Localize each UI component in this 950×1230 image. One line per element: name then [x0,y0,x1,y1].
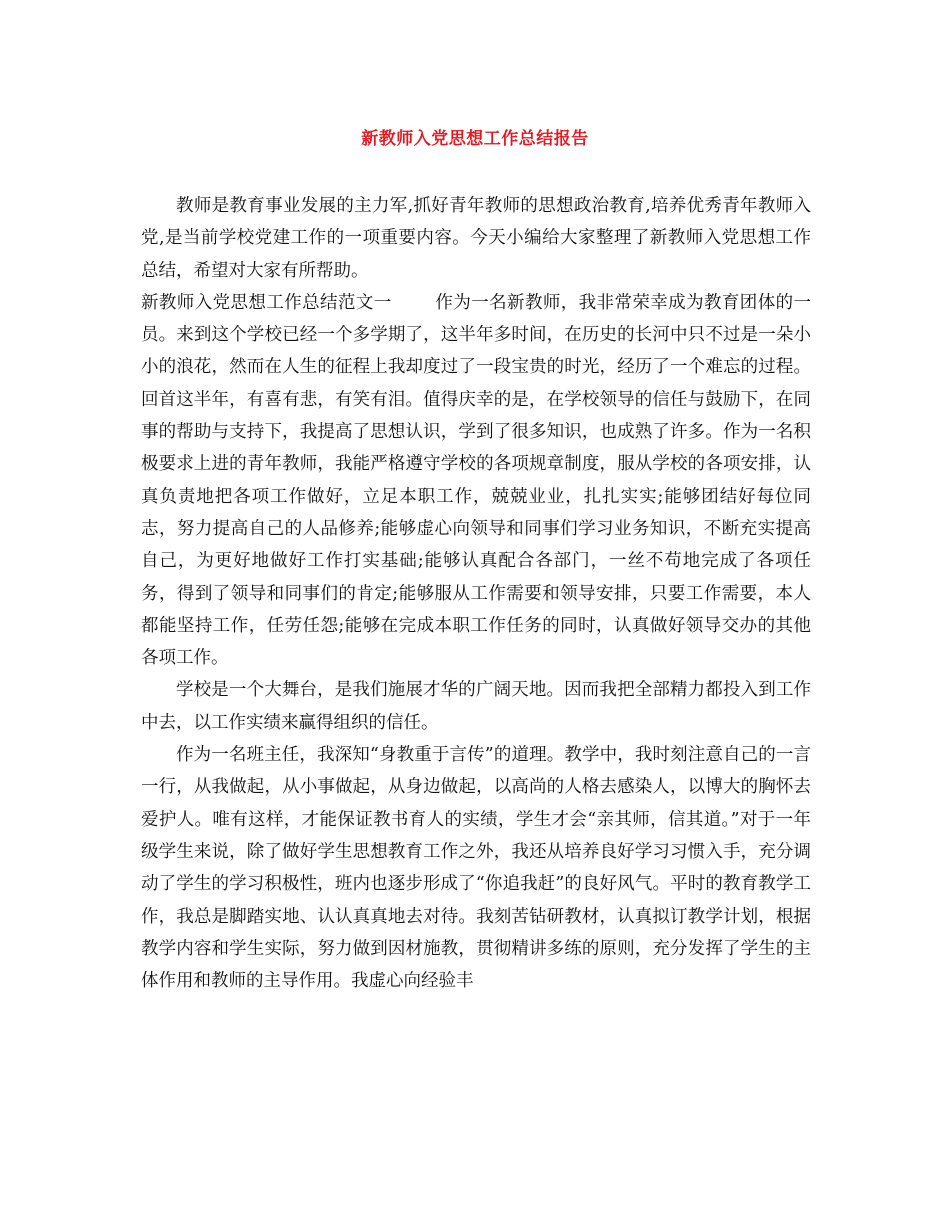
section-paragraph-1-text: 作为一名新教师，我非常荣幸成为教育团体的一员。来到这个学校已经一个多学期了，这半年多时间，在历史的长河中只不过是一朵小小的浪花，然而在人生的征程上我却度过了一段宝贵的时光，经历了一个难忘的过程。回首这半年，有喜有悲，有笑有泪。值得庆幸的是，在学校领导的信任与鼓励下，在同事的帮助与支持下，我提高了思想认识，学到了很多知识，也成熟了许多。作为一名积极要求上进的青年教师，我能严格遵守学校的各项规章制度，服从学校的各项安排，认真负责地把各项工作做好，立足本职工作，兢兢业业，扎扎实实;能够团结好每位同志，努力提高自己的人品修养;能够虚心向领导和同事们学习业务知识，不断充实提高自己，为更好地做好工作打实基础;能够认真配合各部门，一丝不苟地完成了各项任务，得到了领导和同事们的肯定;能够服从工作需要和领导安排，只要工作需要，本人都能坚持工作，任劳任怨;能够在完成本职工作任务的同时，认真做好领导交办的其他各项工作。 [141,292,812,669]
section-heading: 新教师入党思想工作总结范文一 [141,292,392,313]
document-title: 新教师入党思想工作总结报告 [361,129,589,149]
intro-paragraph: 教师是教育事业发展的主力军,抓好青年教师的思想政治教育,培养优秀青年教师入党,是当前学校党建工作的一项重要内容。今天小编给大家整理了新教师入党思想工作总结，希望对大家有所帮助。 [141,196,811,281]
body-paragraph-3: 作为一名班主任，我深知“身教重于言传”的道理。教学中，我时刻注意自己的一言一行，从我做起，从小事做起，从身边做起，以高尚的人格去感染人，以博大的胸怀去爱护人。唯有这样，才能保证教书育人的实绩，学生才会“亲其师，信其道。”对于一年级学生来说，除了做好学生思想教育工作之外，我还从培养良好学习习惯入手，充分调动了学生的学习积极性，班内也逐步形成了“你追我赶”的良好风气。平时的教育教学工作，我总是脚踏实地、认认真真地去对待。我刻苦钻研教材，认真拟订教学计划，根据教学内容和学生实际，努力做到因材施教，贯彻精讲多练的原则，充分发挥了学生的主体作用和教师的主导作用。我虚心向经验丰 [141,745,811,992]
document-body [141,190,811,997]
section-paragraph-1 [141,287,811,675]
body-paragraph-2: 学校是一个大舞台，是我们施展才华的广阔天地。因而我把全部精力都投入到工作中去，以工作实绩来赢得组织的信任。 [141,680,811,733]
